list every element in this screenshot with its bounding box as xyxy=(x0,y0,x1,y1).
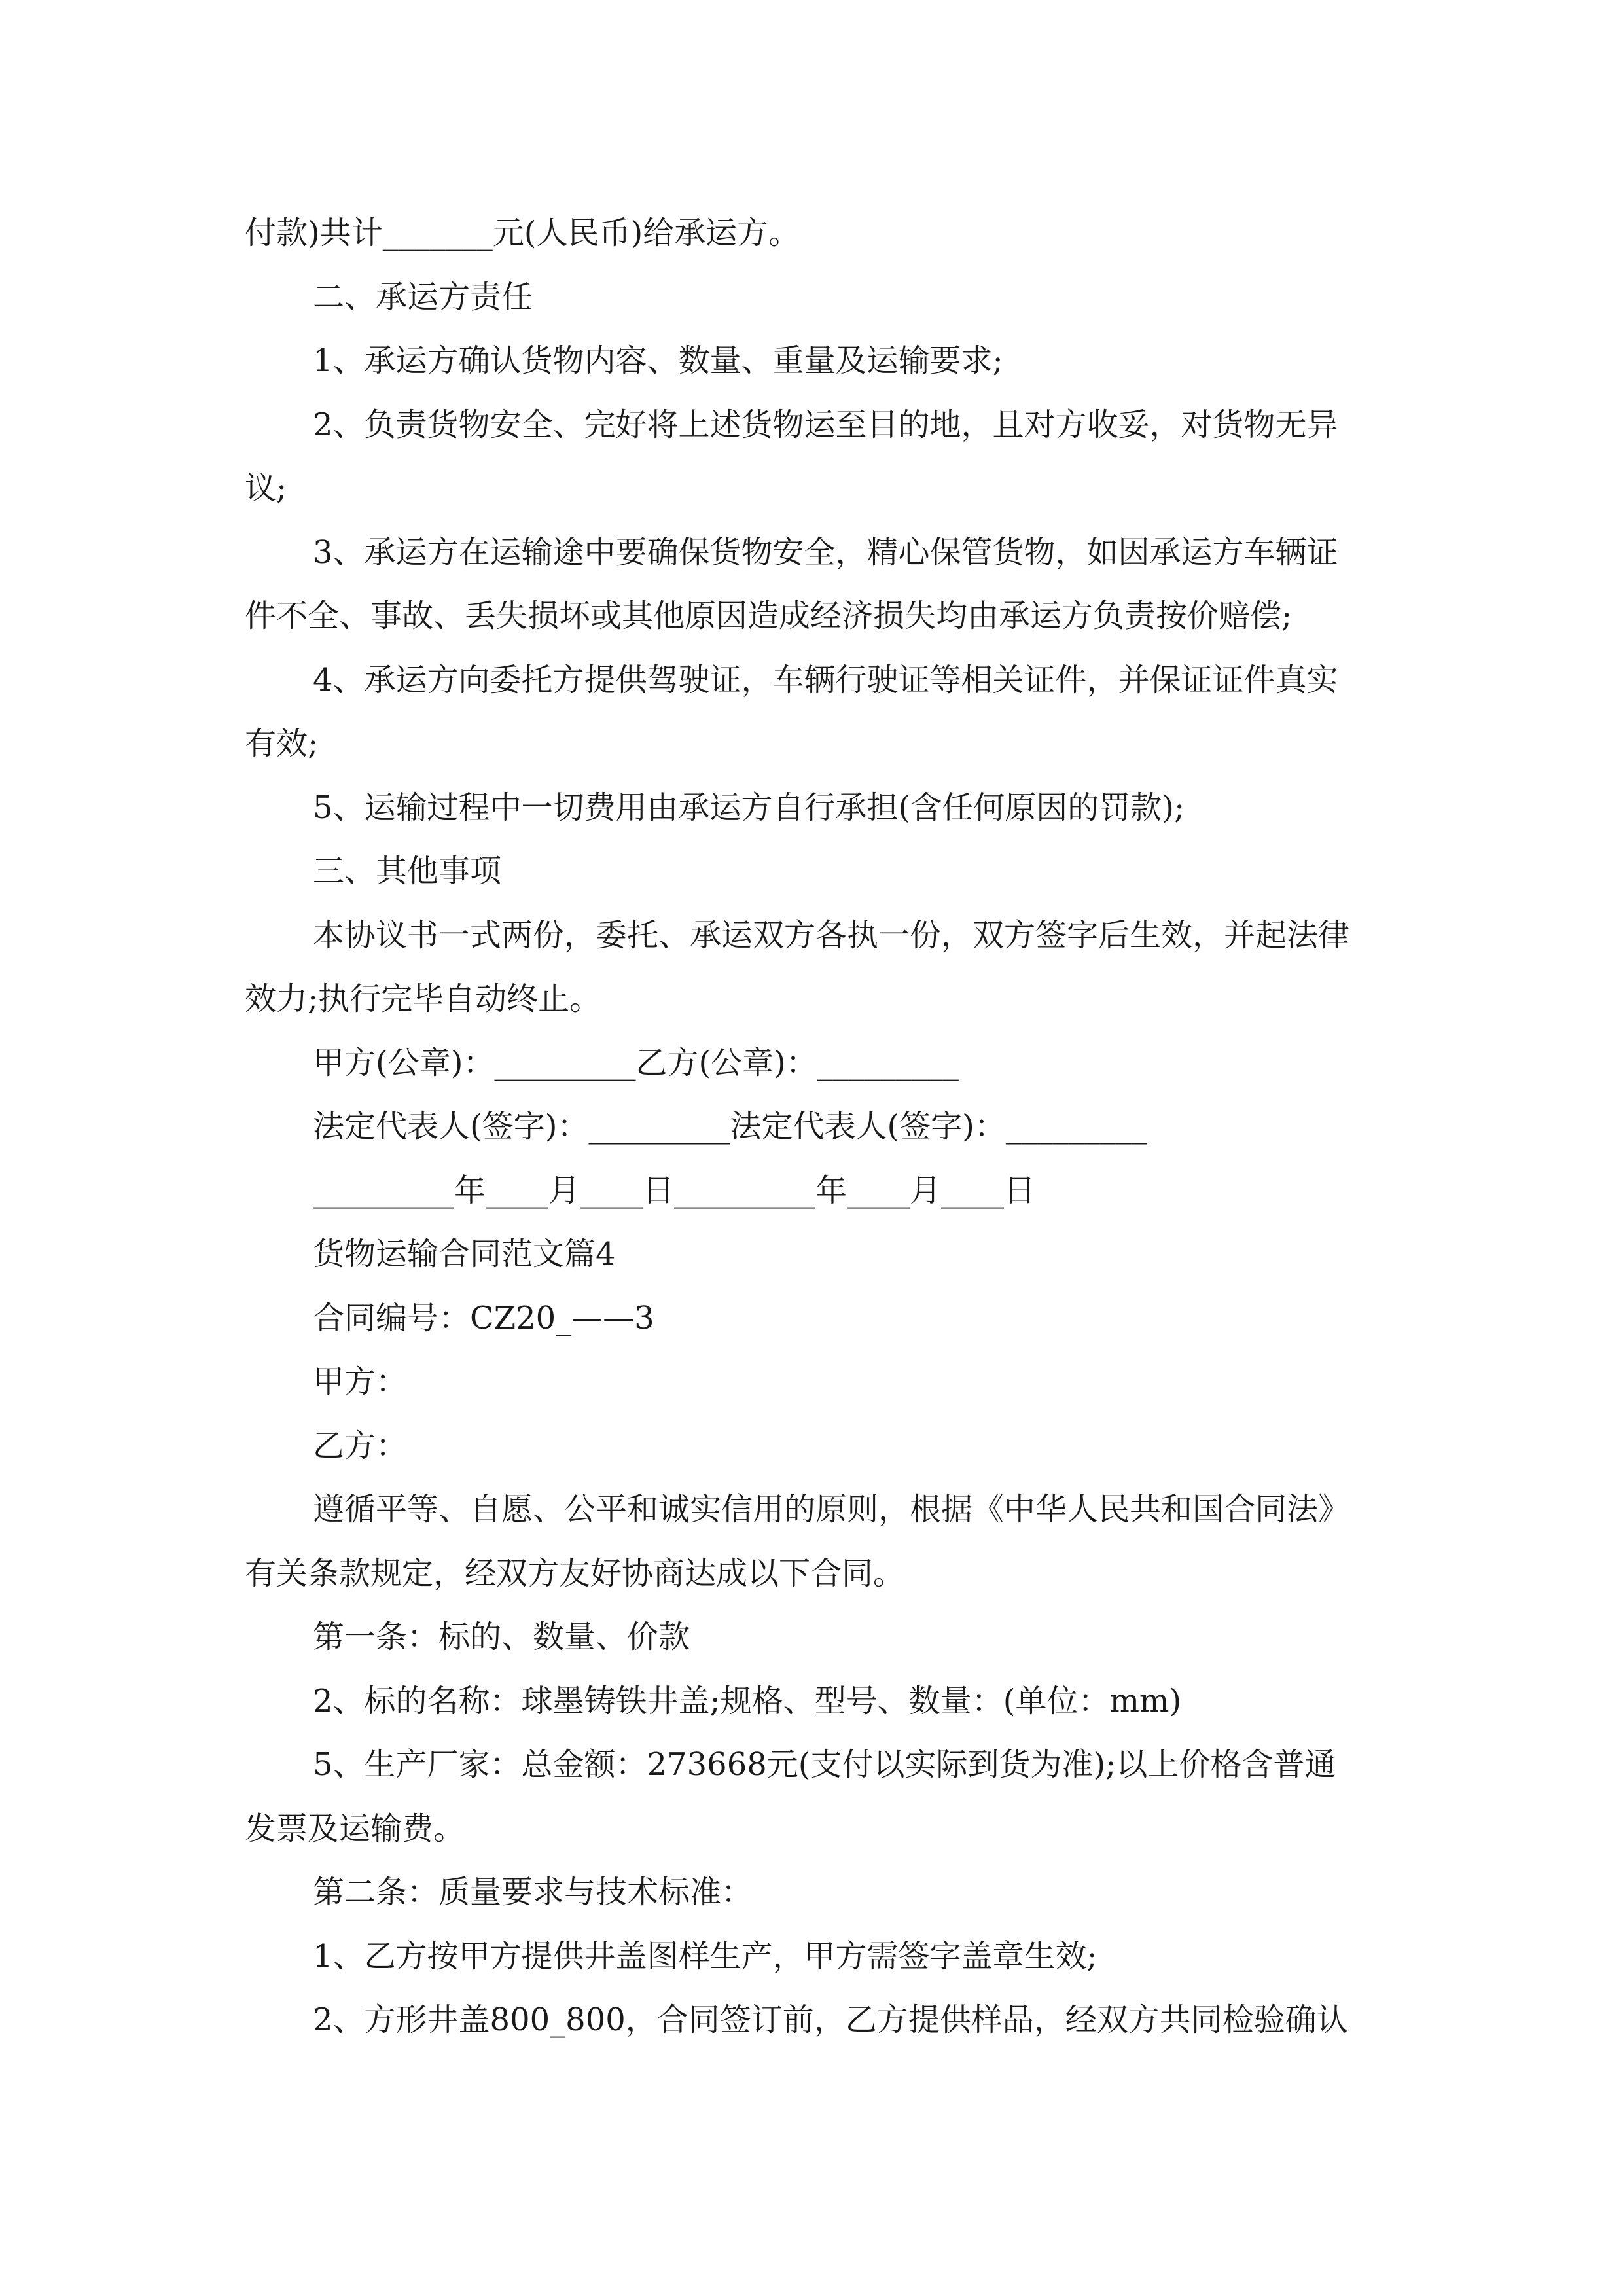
text-line: 本协议书一式两份，委托、承运双方各执一份，双方签字后生效，并起法律 xyxy=(313,916,1350,954)
article-heading: 第二条：质量要求与技术标准： xyxy=(313,1874,753,1910)
document-body xyxy=(245,202,1397,2053)
party-b-label: 乙方： xyxy=(313,1427,408,1464)
text-line: 2、方形井盖800_800，合同签订前，乙方提供样品，经双方共同检验确认 xyxy=(313,2001,1348,2038)
text-line: 4、承运方向委托方提供驾驶证，车辆行驶证等相关证件，并保证证件真实 xyxy=(313,661,1338,698)
text-line: 1、承运方确认货物内容、数量、重量及运输要求; xyxy=(313,342,1003,379)
text-line: 5、运输过程中一切费用由承运方自行承担(含任何原因的罚款); xyxy=(313,789,1185,826)
contract-number: 合同编号：CZ20_——3 xyxy=(313,1299,654,1336)
signature-line-representative: 法定代表人(签字)：_________法定代表人(签字)：_________ xyxy=(313,1108,1147,1145)
text-line: 有关条款规定，经双方友好协商达成以下合同。 xyxy=(245,1554,905,1592)
text-line: 3、承运方在运输途中要确保货物安全，精心保管货物，如因承运方车辆证 xyxy=(313,533,1338,571)
section-heading: 三、其他事项 xyxy=(313,853,502,889)
document-subtitle: 货物运输合同范文篇4 xyxy=(313,1236,616,1272)
text-line: 遵循平等、自愿、公平和诚实信用的原则，根据《中华人民共和国合同法》 xyxy=(313,1491,1350,1528)
text-line: 效力;执行完毕自动终止。 xyxy=(245,980,601,1017)
text-line: 2、标的名称：球墨铸铁井盖;规格、型号、数量：(单位：mm) xyxy=(313,1682,1182,1719)
article-heading: 第一条：标的、数量、价款 xyxy=(313,1619,690,1655)
text-line: 有效; xyxy=(245,725,319,762)
section-heading: 二、承运方责任 xyxy=(313,278,533,315)
text-line: 付款)共计_______元(人民币)给承运方。 xyxy=(245,215,800,251)
text-line: 5、生产厂家：总金额：273668元(支付以实际到货为准);以上价格含普通 xyxy=(313,1746,1336,1783)
text-line: 议; xyxy=(245,470,287,507)
text-line: 1、乙方按甲方提供井盖图样生产，甲方需签字盖章生效; xyxy=(313,1937,1097,1975)
signature-line-party: 甲方(公章)：_________乙方(公章)：_________ xyxy=(313,1044,959,1081)
text-line: 发票及运输费。 xyxy=(245,1810,465,1847)
text-line: 2、负责货物安全、完好将上述货物运至目的地，且对方收妥，对货物无异 xyxy=(313,406,1338,443)
signature-line-date: _________年____月____日_________年____月____日 xyxy=(313,1172,1036,1209)
text-line: 件不全、事故、丢失损坏或其他原因造成经济损失均由承运方负责按价赔偿; xyxy=(245,598,1293,634)
party-a-label: 甲方： xyxy=(313,1363,408,1400)
